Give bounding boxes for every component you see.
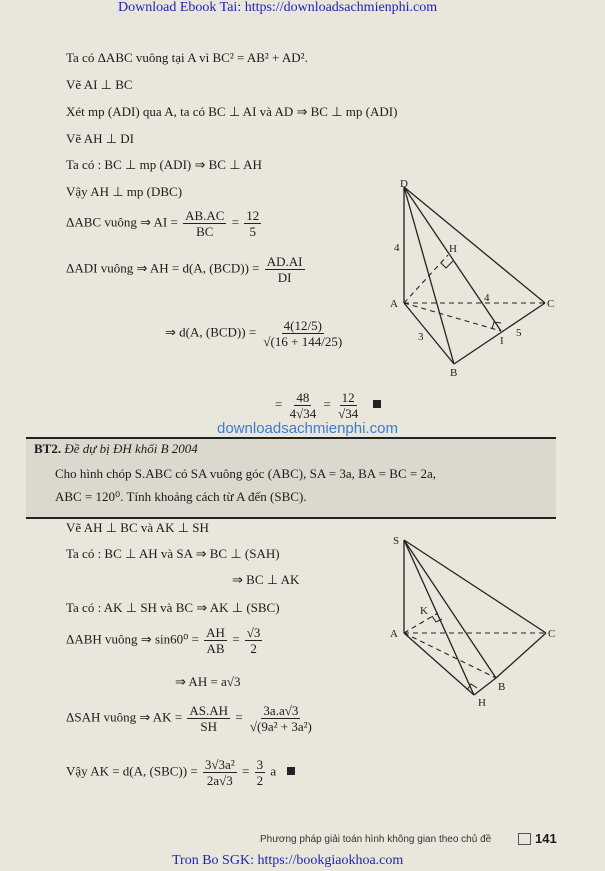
- label-i: I: [500, 335, 504, 347]
- label-h: H: [449, 243, 457, 255]
- text-line: Ta có ΔABC vuông tại A vì BC² = AB² + AD².: [66, 50, 308, 65]
- formula-ak: ΔSAH vuông ⇒ AK = $\frac{AS.AH}{SH}$ = $\frac{3a.a√3}{\text{√(9a² + 3a²)}}$: [66, 703, 312, 734]
- formula-result: = $\frac{48}{4√34}$ = $\frac{12}{√34}$: [275, 390, 381, 421]
- pyramid-figure: [380, 530, 565, 720]
- edge-label: 5: [516, 327, 522, 339]
- label-d: D: [400, 178, 408, 190]
- text-line: Vẽ AI ⊥ BC: [66, 77, 133, 92]
- text-line: Vậy AH ⊥ mp (DBC): [66, 184, 183, 199]
- header-bottom-link[interactable]: Tron Bo SGK: https://bookgiaokhoa.com: [172, 853, 404, 868]
- text-line: Xét mp (ADI) qua A, ta có BC ⊥ AI và AD ⇒ BC ⊥ mp (ADI): [66, 104, 398, 119]
- tetrahedron-figure: [380, 172, 560, 382]
- page-number: 141: [535, 831, 557, 846]
- edge-label: 4: [484, 292, 490, 304]
- exercise-title: BT2. Đề dự bị ĐH khối B 2004: [34, 441, 198, 456]
- formula-ai: ΔABC vuông ⇒ AI = $\frac{AB.AC}{BC}$ = $\frac{12}{5}$: [66, 208, 260, 239]
- watermark-text: downloadsachmienphi.com: [217, 420, 398, 437]
- label-h: H: [478, 697, 486, 709]
- formula-final: Vậy AK = d(A, (SBC)) = $\frac{\text{3√3a²}}{2a√3}$ = $\frac{3}{2}$ a: [66, 757, 295, 788]
- text-line: Ta có : BC ⊥ mp (ADI) ⇒ BC ⊥ AH: [66, 157, 262, 172]
- header-top-link[interactable]: Download Ebook Tai: https://downloadsachmienphi.com: [118, 0, 438, 15]
- label-b: B: [450, 367, 458, 379]
- text-line: Vẽ AH ⊥ BC và AK ⊥ SH: [66, 520, 209, 535]
- label-a: A: [390, 298, 398, 310]
- end-proof-mark: [287, 767, 295, 775]
- formula-distance: ⇒ d(A, (BCD)) = $\frac{4(12/5)}{√(16 + 144/25)}$: [165, 318, 343, 349]
- formula-sin: ΔABH vuông ⇒ sin60⁰ = $\frac{AH}{AB}$ = $\frac{√3}{2}$: [66, 625, 261, 656]
- edge-label: 4: [394, 242, 400, 254]
- text-line: ⇒ AH = a√3: [175, 674, 241, 689]
- text-line: Vẽ AH ⊥ DI: [66, 131, 135, 146]
- text-line: Ta có : BC ⊥ AH và SA ⇒ BC ⊥ (SAH): [66, 546, 280, 561]
- label-b: B: [498, 681, 506, 693]
- text-line: ⇒ BC ⊥ AK: [232, 572, 300, 587]
- text-line: Ta có : AK ⊥ SH và BC ⇒ AK ⊥ (SBC): [66, 600, 280, 615]
- formula-ah: ΔADI vuông ⇒ AH = d(A, (BCD)) = $\frac{AD.AI}{DI}$: [66, 254, 303, 285]
- label-a: A: [390, 628, 398, 640]
- exercise-line: ABC = 120⁰. Tính khoảng cách từ A đến (SBC).: [55, 489, 307, 504]
- exercise-line: Cho hình chóp S.ABC có SA vuông góc (ABC), SA = 3a, BA = BC = 2a,: [55, 466, 436, 481]
- label-c: C: [548, 628, 556, 640]
- footer-text: Phương pháp giải toán hình không gian theo chủ đề: [260, 834, 492, 845]
- book-icon: [518, 833, 531, 845]
- edge-label: 3: [418, 331, 424, 343]
- end-proof-mark: [373, 400, 381, 408]
- label-s: S: [393, 535, 400, 547]
- label-c: C: [547, 298, 555, 310]
- label-k: K: [420, 605, 428, 617]
